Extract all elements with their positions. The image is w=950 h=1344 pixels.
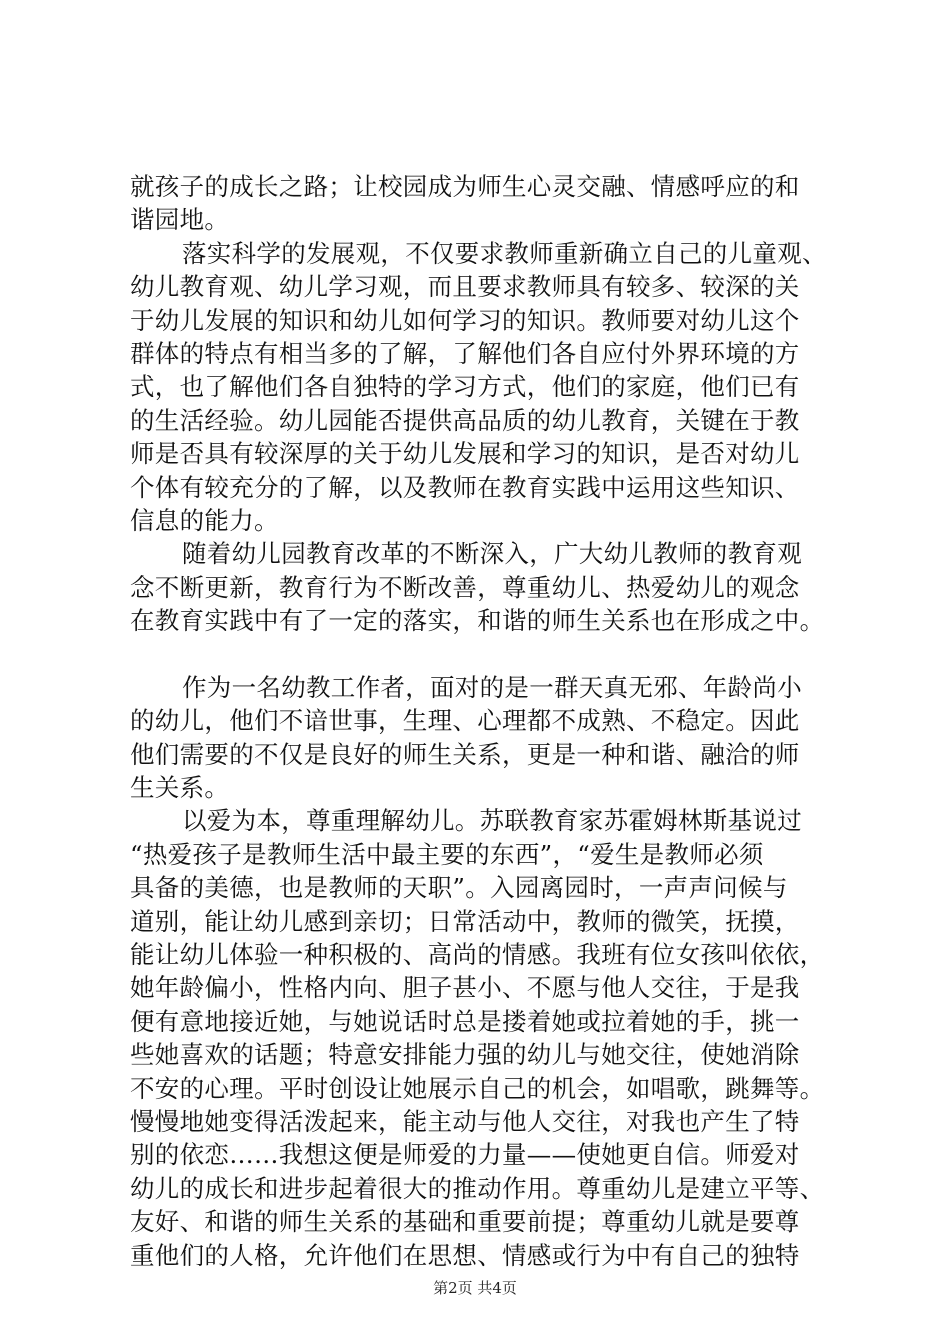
paragraph	[130, 170, 835, 237]
text-line: 群体的特点有相当多的了解，了解他们各自应付外界环境的方	[130, 338, 800, 368]
text-line: 道别，能让幼儿感到亲切；日常活动中，教师的微笑，抚摸，	[130, 906, 800, 936]
text-line: 念不断更新，教育行为不断改善，尊重幼儿、热爱幼儿的观念	[130, 572, 800, 602]
paragraph-gap	[130, 637, 835, 670]
text-line: 他们需要的不仅是良好的师生关系，更是一种和谐、融洽的师	[130, 739, 800, 769]
text-line: 师是否具有较深厚的关于幼儿发展和学习的知识，是否对幼儿	[130, 439, 800, 469]
text-line: 别的依恋……我想这便是师爱的力量——使她更自信。师爱对	[130, 1140, 800, 1170]
text-line: “热爱孩子是教师生活中最主要的东西”，“爱生是教师必须	[130, 839, 764, 869]
document-body	[130, 170, 835, 1272]
text-line: 以爱为本，尊重理解幼儿。苏联教育家苏霍姆林斯基说过	[182, 806, 802, 836]
text-line: 在教育实践中有了一定的落实，和谐的师生关系也在形成之中。	[130, 606, 825, 636]
text-line: 的生活经验。幼儿园能否提供高品质的幼儿教育，关键在于教	[130, 405, 800, 435]
text-line: 谐园地。	[130, 205, 230, 235]
text-line: 幼儿的成长和进步起着很大的推动作用。尊重幼儿是建立平等、	[130, 1173, 825, 1203]
text-line: 重他们的人格，允许他们在思想、情感或行为中有自己的独特	[130, 1240, 800, 1270]
text-line: 便有意地接近她，与她说话时总是搂着她或拉着她的手，挑一	[130, 1006, 800, 1036]
text-line: 信息的能力。	[130, 505, 279, 535]
text-line: 慢慢地她变得活泼起来，能主动与他人交往，对我也产生了特	[130, 1106, 800, 1136]
text-line: 个体有较充分的了解，以及教师在教育实践中运用这些知识、	[130, 472, 800, 502]
text-line: 些她喜欢的话题；特意安排能力强的幼儿与她交往，使她消除	[130, 1040, 800, 1070]
text-line: 式，也了解他们各自独特的学习方式，他们的家庭，他们已有	[130, 372, 800, 402]
text-line: 她年龄偏小，性格内向、胆子甚小、不愿与他人交往，于是我	[130, 973, 800, 1003]
text-line: 随着幼儿园教育改革的不断深入，广大幼儿教师的教育观	[182, 539, 802, 569]
text-line: 能让幼儿体验一种积极的、高尚的情感。我班有位女孩叫依依，	[130, 939, 825, 969]
text-line: 友好、和谐的师生关系的基础和重要前提；尊重幼儿就是要尊	[130, 1207, 800, 1237]
text-line: 于幼儿发展的知识和幼儿如何学习的知识。教师要对幼儿这个	[130, 305, 800, 335]
text-line: 作为一名幼教工作者，面对的是一群天真无邪、年龄尚小	[182, 672, 802, 702]
text-line: 的幼儿，他们不谙世事，生理、心理都不成熟、不稳定。因此	[130, 706, 800, 736]
page-footer: 第2页 共4页	[433, 1279, 517, 1297]
paragraph	[130, 237, 835, 538]
paragraph	[130, 537, 835, 637]
text-line: 具备的美德，也是教师的天职”。入园离园时，一声声问候与	[130, 873, 788, 903]
text-line: 幼儿教育观、幼儿学习观，而且要求教师具有较多、较深的关	[130, 272, 800, 302]
text-line: 不安的心理。平时创设让她展示自己的机会，如唱歌，跳舞等。	[130, 1073, 825, 1103]
text-line: 生关系。	[130, 773, 230, 803]
paragraph	[130, 671, 835, 805]
paragraph	[130, 804, 835, 1271]
text-line: 落实科学的发展观，不仅要求教师重新确立自己的儿童观、	[182, 238, 827, 268]
text-line: 就孩子的成长之路；让校园成为师生心灵交融、情感呼应的和	[130, 172, 800, 201]
